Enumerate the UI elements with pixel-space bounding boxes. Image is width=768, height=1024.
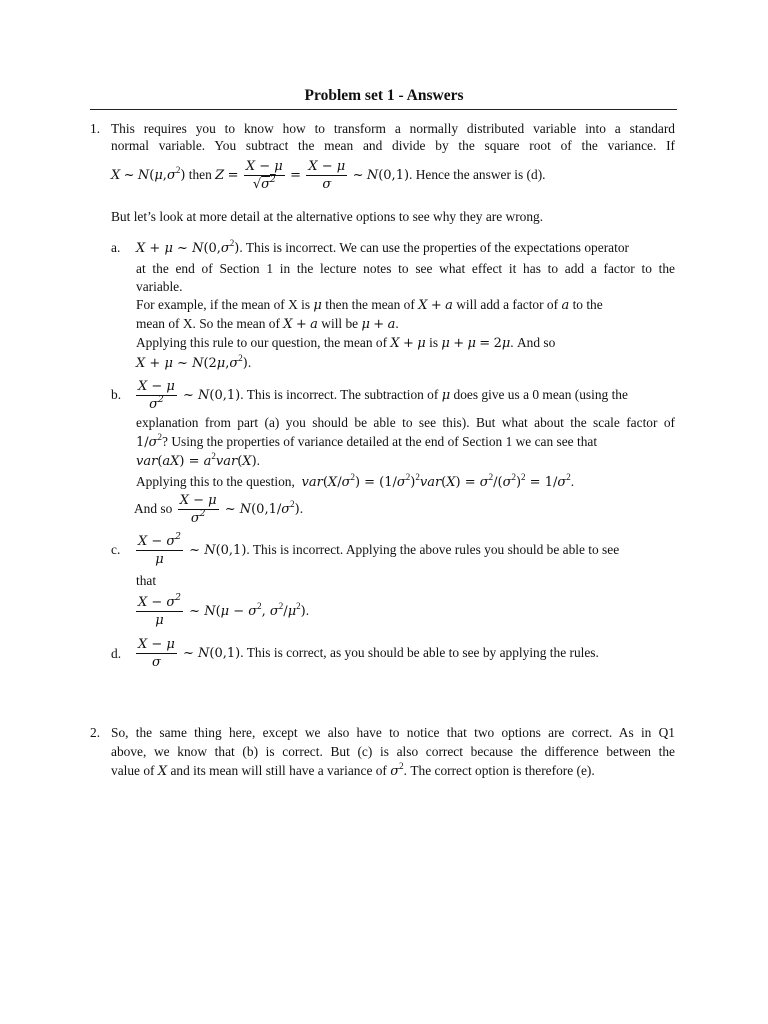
q1c-label: c. bbox=[111, 542, 121, 557]
page-title: Problem set 1 - Answers bbox=[304, 87, 464, 104]
q1-number: 1. bbox=[90, 121, 101, 136]
q1a-text-4a: For example, if the mean of X is bbox=[136, 297, 311, 312]
q1a-text-6b: is bbox=[429, 335, 439, 350]
q1b-line-3: $1/\sigma^2$? Using the properties of variance detailed at the end of Section 1 we can see that bbox=[136, 432, 598, 450]
q1b-text-3: ? Using the properties of variance detailed at the end of Section 1 we can see that bbox=[162, 434, 598, 449]
q1a-text-4c: will add a factor of bbox=[456, 297, 559, 312]
q1b-label: b. bbox=[111, 387, 122, 402]
q2-text-3a: value of bbox=[111, 763, 155, 778]
q1d-text-1: . This is correct, as you should be able to see by applying the rules. bbox=[240, 645, 599, 660]
q1d-line-1: $\frac{X - \mu}{\sigma}$ ~ N(0,1). This is correct, as you should be able to see by applying the rules. bbox=[138, 637, 599, 671]
q1a-text-6c: . And so bbox=[510, 335, 556, 350]
q1a-text-5a: mean of X. So the mean of bbox=[136, 316, 280, 331]
q1a-text-1: . This is incorrect. We can use the properties of the expectations operator bbox=[239, 240, 629, 255]
q1d-label: d. bbox=[111, 646, 122, 661]
q1b-line-5: Applying this to the question, $var(X/\sigma^2) = (1/\sigma^2)^2var(X) = \sigma^2/(\sigma^2)^2 = 1/\sigma^2$. bbox=[136, 472, 575, 490]
q1-conclusion: . Hence the answer is (d). bbox=[409, 167, 546, 182]
q1a-line-4: For example, if the mean of X is μ then the mean of X + a will add a factor of a to the bbox=[136, 297, 603, 313]
q1-formula-line: X ~ $N(\mu,\sigma^2)$ then Z = $\frac{X - \mu}{√\sigma^2}$ = $\frac{X - \mu}{\sigma}$ ~ N(0,1). Hence the answer is (d). bbox=[111, 159, 546, 193]
q1c-line-2: that bbox=[136, 573, 157, 588]
q1b-line-2: explanation from part (a) you should be able to see this). But what about the scale factor of bbox=[136, 415, 675, 430]
q1b-line-4: $var(aX) = a^2var(X)$. bbox=[136, 451, 260, 469]
q2-number: 2. bbox=[90, 725, 101, 740]
q2-line-2: above, we know that (b) is correct. But (c) is also correct because the difference between the bbox=[111, 744, 675, 759]
q1-intro: But let’s look at more detail at the alternative options to see why they are wrong. bbox=[111, 209, 544, 224]
q1b-text-1b: does give us a 0 mean (using the bbox=[453, 387, 628, 402]
q1a-line-6: Applying this rule to our question, the mean of X + μ is μ + μ = 2μ. And so bbox=[136, 335, 556, 351]
q1a-text-4d: to the bbox=[572, 297, 603, 312]
q1a-line-2: at the end of Section 1 in the lecture notes to see what effect it has to add a factor to the bbox=[136, 261, 675, 276]
q1c-text-1: . This is incorrect. Applying the above rules you should be able to see bbox=[246, 542, 620, 557]
title-divider bbox=[90, 109, 677, 110]
q1a-line-7: X + μ ~ $N(2\mu,\sigma^2)$. bbox=[136, 353, 252, 371]
q2-text-3c: . The correct option is therefore (e). bbox=[403, 763, 595, 778]
q1a-line-5: mean of X. So the mean of X + a will be μ + a. bbox=[136, 316, 399, 332]
q1a-line-1: X + μ ~ $N(0,\sigma^2)$. This is incorrect. We can use the properties of the expectations operator bbox=[136, 238, 629, 256]
q2-text-3b: and its mean will still have a variance of bbox=[170, 763, 387, 778]
q1b-text-5: Applying this to the question, bbox=[136, 474, 295, 489]
q1c-line-3: $\frac{X - \sigma^2}{\mu}$ ~ $N(\mu - \sigma^2$, $\sigma^2/\mu^2$). bbox=[138, 593, 310, 629]
q1a-text-5b: will be bbox=[321, 316, 359, 331]
q1a-label: a. bbox=[111, 240, 121, 255]
q1b-text-6: And so bbox=[134, 501, 173, 516]
q1b-line-6: And so $\frac{X - \mu}{\sigma^2}$ ~ $N(0,1/\sigma^2)$. bbox=[134, 493, 304, 527]
q1-line-1: This requires you to know how to transform a normally distributed variable into a standard bbox=[111, 121, 675, 136]
q1b-text-1: . This is incorrect. The subtraction of bbox=[240, 387, 439, 402]
q1c-line-1: $\frac{X - \sigma^2}{\mu}$ ~ N(0,1). This is incorrect. Applying the above rules you should be able to see bbox=[138, 532, 620, 568]
q1a-line-3: variable. bbox=[136, 279, 183, 294]
q1a-text-6a: Applying this rule to our question, the mean of bbox=[136, 335, 388, 350]
q2-line-1: So, the same thing here, except we also have to notice that two options are correct. As in Q1 bbox=[111, 725, 675, 740]
q1a-text-4b: then the mean of bbox=[325, 297, 415, 312]
q1-line-2: normal variable. You subtract the mean and divide by the square root of the variance. If bbox=[111, 138, 675, 153]
q1b-line-1: $\frac{X - \mu}{\sigma^2}$ ~ N(0,1). This is incorrect. The subtraction of μ does give us a 0 mean (using the bbox=[138, 379, 628, 413]
q1-then: then bbox=[188, 167, 212, 182]
q2-line-3: value of X and its mean will still have a variance of $\sigma^2$. The correct option is therefore (e). bbox=[111, 761, 595, 779]
